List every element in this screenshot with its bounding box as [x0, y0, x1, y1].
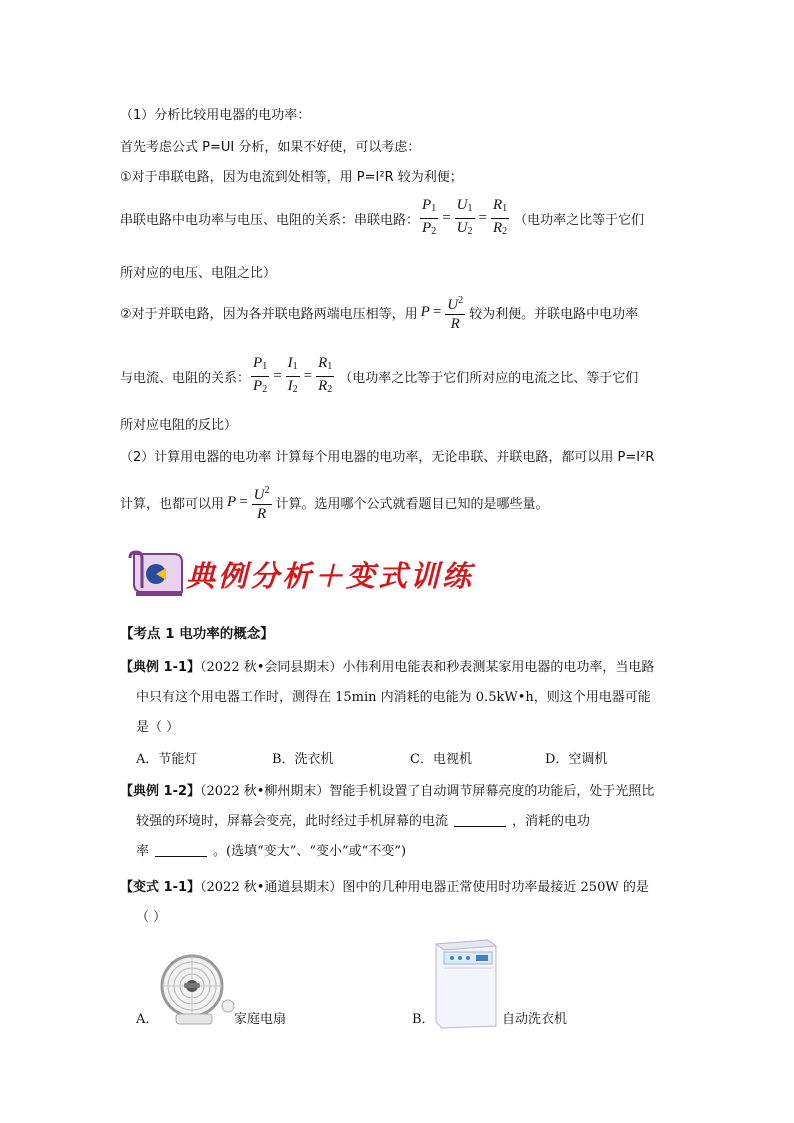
text-span: 较为利便。并联电路中电功率 — [469, 307, 639, 322]
fraction: $\frac{I_1}{I_2}$ — [287, 355, 298, 395]
question-3-line1 — [120, 876, 649, 895]
question-tag: 【典例 1-1】 — [120, 660, 201, 675]
text-line: ①对于串联电路，因为电流到处相等，用 P=I²R 较为利便； — [120, 170, 463, 185]
formula-symbol: P — [420, 304, 430, 320]
option-b-label: 自动洗衣机 — [502, 1012, 568, 1027]
text-line: 所对应的电压、电阻之比） — [120, 266, 277, 281]
equals-sign: = — [432, 304, 442, 320]
fraction: $\frac{R_1}{R_2}$ — [318, 355, 333, 395]
question-tag: 【典例 1-2】 — [120, 784, 201, 799]
answer-blank[interactable] — [454, 826, 506, 827]
parallel-relation-line — [120, 354, 638, 399]
section-heading: 【考点 1 电功率的概念】 — [120, 626, 274, 642]
text-span: （电功率之比等于它们所对应的电流之比、等于它们 — [339, 371, 639, 386]
question-1-line3: 是（ ） — [136, 720, 180, 735]
washing-machine-icon — [430, 938, 500, 1030]
fraction: $\frac{U^2}{R}$ — [445, 292, 465, 333]
series-relation-line — [120, 196, 644, 241]
equals-sign: = — [478, 210, 487, 226]
section-banner — [126, 548, 475, 600]
text-span: 率 — [136, 844, 150, 859]
equals-sign: = — [239, 494, 248, 510]
fraction: $\frac{P_1}{P_2}$ — [253, 355, 268, 395]
item2-formula-line — [120, 482, 549, 523]
question-text: （2022 秋•会同县期末）小伟利用电能表和秒表测某家用电器的电功率，当电路 — [200, 660, 655, 675]
option-a-letter[interactable]: A． — [136, 1012, 159, 1027]
question-1-line1 — [120, 656, 654, 675]
banner-scroll-icon — [126, 548, 188, 600]
option-b-letter[interactable]: B． — [412, 1012, 435, 1027]
text-span: 计算，也都可以用 — [120, 497, 225, 512]
fan-icon — [160, 950, 238, 1032]
question-text: （2022 秋•通道县期末）图中的几种用电器正常使用时功率最接近 250W 的是 — [200, 880, 649, 895]
text-span: 。(选填“变大”、“变小”或“不变”) — [213, 844, 407, 859]
option-d[interactable]: D．空调机 — [545, 752, 608, 767]
option-b[interactable]: B．洗衣机 — [272, 752, 334, 767]
text-span: （电功率之比等于它们 — [514, 213, 645, 228]
question-2-line2 — [136, 810, 590, 829]
question-1-line2: 中只有这个用电器工作时，测得在 15min 内消耗的电能为 0.5kW•h，则这个用电器可能 — [136, 690, 651, 705]
banner-title: 典例分析＋变式训练 — [186, 559, 475, 593]
text-line: 所对应电阻的反比） — [120, 418, 238, 433]
option-a-label: 家庭电扇 — [234, 1012, 287, 1027]
formula-symbol: P — [227, 494, 237, 510]
equals-sign: = — [273, 368, 282, 384]
equals-sign: = — [303, 368, 313, 384]
item2-line: （2）计算用电器的电功率 计算每个用电器的电功率，无论串联、并联电路，都可以用 P=I²R — [120, 450, 655, 465]
option-c[interactable]: C．电视机 — [410, 752, 472, 767]
text-span: 与电流、电阻的关系： — [120, 371, 251, 386]
question-tag: 【变式 1-1】 — [120, 880, 201, 895]
question-text: （2022 秋•柳州期末）智能手机设置了自动调节屏幕亮度的功能后，处于光照比 — [200, 784, 655, 799]
equals-sign: = — [442, 210, 451, 226]
option-a[interactable]: A．节能灯 — [136, 752, 198, 767]
text-span: 计算。选用哪个公式就看题目已知的是哪些量。 — [275, 497, 549, 512]
fraction: $\frac{U^2}{R}$ — [252, 482, 272, 523]
text-span: ，消耗的电功 — [512, 814, 591, 829]
parallel-line — [120, 292, 638, 333]
question-3-line2: （ ） — [136, 910, 167, 925]
question-2-line3 — [136, 840, 406, 859]
question-2-line1 — [120, 780, 654, 799]
text-span: 较强的环境时，屏幕会变亮，此时经过手机屏幕的电流 — [136, 814, 449, 829]
text-line: 首先考虑公式 P=UI 分析，如果不好使，可以考虑： — [120, 140, 421, 155]
item1-title: （1）分析比较用电器的电功率： — [120, 108, 311, 123]
fraction: $\frac{U_1}{U_2}$ — [456, 197, 473, 237]
answer-blank[interactable] — [155, 856, 207, 857]
fraction: $\frac{P_1}{P_2}$ — [422, 197, 437, 237]
text-span: 串联电路中电功率与电压、电阻的关系：串联电路： — [120, 213, 420, 228]
fraction: $\frac{R_1}{R_2}$ — [492, 197, 508, 237]
text-span: ②对于并联电路，因为各并联电路两端电压相等，用 — [120, 307, 418, 322]
